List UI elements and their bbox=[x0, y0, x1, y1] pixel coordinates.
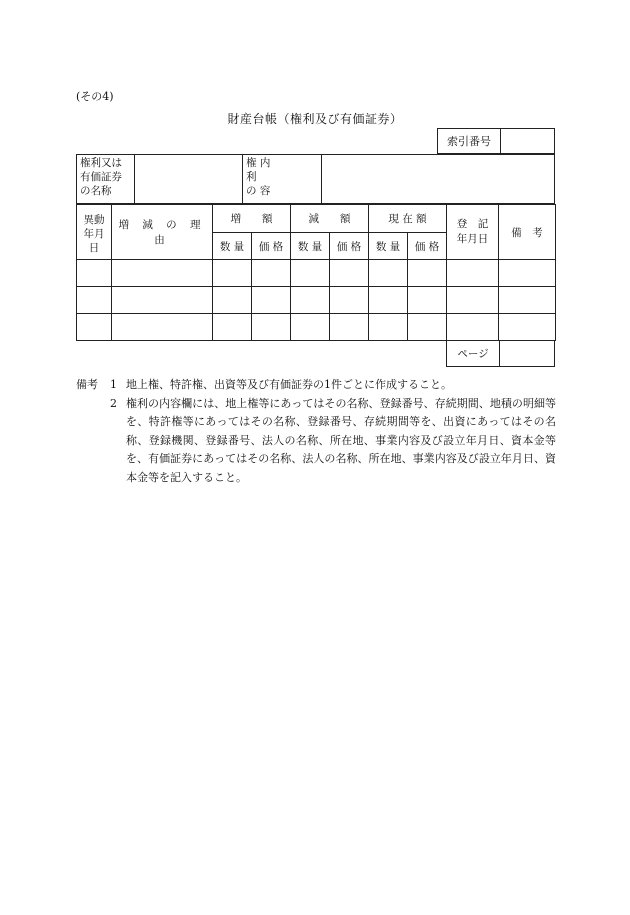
header-line: 日 bbox=[88, 241, 100, 254]
header-line: 異動 bbox=[83, 213, 105, 226]
page-number-value[interactable] bbox=[499, 340, 554, 366]
table-cell[interactable] bbox=[112, 287, 213, 314]
table-cell[interactable] bbox=[499, 314, 556, 341]
table-cell[interactable] bbox=[213, 314, 252, 341]
table-row bbox=[77, 260, 556, 287]
table-cell[interactable] bbox=[252, 314, 291, 341]
table-cell[interactable] bbox=[213, 260, 252, 287]
rights-name-label-line: 権利又は bbox=[80, 157, 122, 169]
sub-price-header: 価 格 bbox=[408, 233, 447, 260]
header-line: 年月日 bbox=[456, 233, 489, 245]
header-line: 登 記 bbox=[456, 218, 489, 230]
table-cell[interactable] bbox=[499, 260, 556, 287]
rights-content-label-line: 権 内 bbox=[246, 157, 271, 169]
page-number-box bbox=[446, 340, 555, 367]
sub-price-header: 価 格 bbox=[330, 233, 369, 260]
note-text: 地上権、特許権、出資等及び有価証券の1件ごとに作成すること。 bbox=[126, 378, 452, 391]
table-cell[interactable] bbox=[112, 260, 213, 287]
notes bbox=[76, 376, 556, 487]
rights-content-label-line: 利 bbox=[246, 171, 257, 183]
table-cell[interactable] bbox=[408, 314, 447, 341]
header-line: 年月 bbox=[83, 227, 105, 240]
col-decrease-header: 減 額 bbox=[291, 205, 369, 233]
col-reason-header: 増 減 の 理 由 bbox=[112, 205, 213, 260]
rights-content-label-line: の 容 bbox=[246, 185, 271, 197]
rights-name-label-line: の名称 bbox=[80, 185, 112, 197]
note-text: 権利の内容欄には、地上権等にあってはその名称、登録番号、存続期間、地積の明細等を、特許権等にあってはその名称、登録番号、存続期間等を、出資にあってはその名称、登録機関、登録番号、法人の名称、所在地、事業内容及び設立年月日、資本金等を、有価証券にあってはその名称、法人の名称、所在地、事業内容及び設立年月日、資本金等を記入すること。 bbox=[126, 396, 556, 484]
col-increase-header: 増 額 bbox=[213, 205, 291, 233]
table-cell[interactable] bbox=[408, 287, 447, 314]
sub-price-header: 価 格 bbox=[252, 233, 291, 260]
note-number: 1 bbox=[110, 378, 117, 391]
note-number: 2 bbox=[110, 396, 117, 410]
rights-name-label bbox=[77, 155, 135, 203]
page-number-label: ページ bbox=[447, 340, 500, 366]
table-cell[interactable] bbox=[252, 287, 291, 314]
page-title: 財産台帳（権利及び有価証券） bbox=[227, 112, 403, 126]
index-number-box bbox=[437, 128, 555, 154]
note-item bbox=[76, 395, 556, 488]
table-cell[interactable] bbox=[112, 314, 213, 341]
table-cell[interactable] bbox=[499, 287, 556, 314]
rights-name-label-line: 有価証券 bbox=[80, 171, 122, 183]
table-cell[interactable] bbox=[447, 260, 499, 287]
ledger-table bbox=[76, 204, 556, 341]
sub-qty-header: 数 量 bbox=[213, 233, 252, 260]
rights-content-value[interactable] bbox=[320, 155, 554, 203]
col-current-header: 現 在 額 bbox=[369, 205, 447, 233]
form-number: (その4) bbox=[76, 90, 114, 103]
rights-name-box bbox=[76, 154, 555, 204]
index-number-value[interactable] bbox=[500, 129, 554, 153]
table-cell[interactable] bbox=[330, 314, 369, 341]
table-cell[interactable] bbox=[447, 287, 499, 314]
rights-content-label bbox=[246, 156, 278, 198]
rights-content-label-cell bbox=[242, 155, 322, 203]
col-registration-date-header bbox=[447, 205, 499, 260]
sub-qty-header: 数 量 bbox=[291, 233, 330, 260]
col-change-date-header bbox=[77, 205, 112, 260]
sub-qty-header: 数 量 bbox=[369, 233, 408, 260]
table-cell[interactable] bbox=[291, 314, 330, 341]
notes-heading: 備考 bbox=[76, 378, 98, 391]
table-cell[interactable] bbox=[77, 287, 112, 314]
note-spacer bbox=[76, 395, 102, 488]
table-cell[interactable] bbox=[77, 260, 112, 287]
note-item bbox=[76, 376, 556, 395]
table-cell[interactable] bbox=[408, 260, 447, 287]
table-cell[interactable] bbox=[330, 260, 369, 287]
table-cell[interactable] bbox=[369, 260, 408, 287]
table-cell[interactable] bbox=[252, 260, 291, 287]
col-remarks-header: 備 考 bbox=[499, 205, 556, 260]
table-row bbox=[77, 287, 556, 314]
rights-name-value[interactable] bbox=[135, 155, 242, 203]
table-row bbox=[77, 314, 556, 341]
table-cell[interactable] bbox=[291, 287, 330, 314]
table-cell[interactable] bbox=[213, 287, 252, 314]
table-cell[interactable] bbox=[291, 260, 330, 287]
table-cell[interactable] bbox=[330, 287, 369, 314]
table-cell[interactable] bbox=[369, 287, 408, 314]
index-number-label: 索引番号 bbox=[438, 129, 501, 153]
table-cell[interactable] bbox=[447, 314, 499, 341]
table-cell[interactable] bbox=[77, 314, 112, 341]
table-cell[interactable] bbox=[369, 314, 408, 341]
